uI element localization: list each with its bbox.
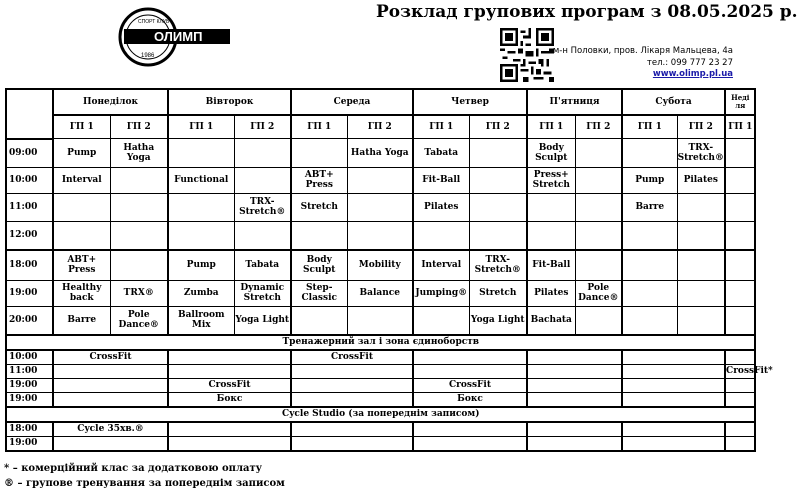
class-cell <box>53 193 110 221</box>
day-header: П'ятниця <box>527 89 622 115</box>
class-cell <box>575 139 622 168</box>
class-cell <box>677 221 725 250</box>
class-cell: Functional <box>168 167 234 193</box>
gym-row <box>6 350 755 365</box>
class-cell: Pump <box>53 139 110 168</box>
class-cell <box>527 422 622 437</box>
gp-header: ГП 2 <box>575 115 622 139</box>
footnote-registration: ® – групове тренування за попереднім записом <box>4 478 285 489</box>
class-cell <box>575 193 622 221</box>
class-cell <box>622 436 725 451</box>
class-cell <box>527 221 575 250</box>
class-cell <box>168 139 234 168</box>
section-cycle-title: Cycle Studio (за попереднім записом) <box>6 407 755 422</box>
class-cell <box>347 193 413 221</box>
class-cell <box>53 378 168 392</box>
class-cell <box>527 193 575 221</box>
time-cell: 11:00 <box>6 193 53 221</box>
class-cell <box>469 139 527 168</box>
class-cell <box>413 350 527 365</box>
class-cell <box>725 306 755 335</box>
class-cell: Barre <box>622 193 677 221</box>
class-cell: Fit-Ball <box>413 167 469 193</box>
schedule-row <box>6 306 755 335</box>
class-cell <box>110 167 168 193</box>
class-cell: CrossFit <box>168 378 291 392</box>
class-cell: Barre <box>53 306 110 335</box>
time-cell: 10:00 <box>6 167 53 193</box>
section-row <box>6 335 755 350</box>
class-cell <box>53 436 168 451</box>
time-cell: 19:00 <box>6 392 53 407</box>
class-cell <box>110 250 168 281</box>
time-cell: 09:00 <box>6 139 53 168</box>
class-cell <box>291 139 347 168</box>
class-cell: Pump <box>168 250 234 281</box>
class-cell <box>575 306 622 335</box>
class-cell <box>575 167 622 193</box>
logo-text: ОЛИМП <box>154 29 203 44</box>
class-cell <box>622 350 725 365</box>
class-cell: Stretch <box>469 280 527 306</box>
gp-header: ГП 2 <box>347 115 413 139</box>
time-cell: 18:00 <box>6 250 53 281</box>
class-cell <box>677 280 725 306</box>
class-cell: TRX® <box>110 280 168 306</box>
class-cell: TRX-Stretch® <box>234 193 291 221</box>
schedule-row <box>6 139 755 168</box>
class-cell: Interval <box>53 167 110 193</box>
time-cell: 20:00 <box>6 306 53 335</box>
schedule-table <box>5 88 773 452</box>
class-cell <box>527 350 622 365</box>
class-cell <box>168 193 234 221</box>
class-cell <box>622 392 725 407</box>
class-cell: Jumping® <box>413 280 469 306</box>
class-cell: Yoga Light <box>234 306 291 335</box>
time-cell: 12:00 <box>6 221 53 250</box>
class-cell: Body Sculpt <box>291 250 347 281</box>
class-cell: Stretch <box>291 193 347 221</box>
class-cell <box>469 167 527 193</box>
logo-year: 1986 <box>141 53 155 59</box>
class-cell: ABT+ Press <box>291 167 347 193</box>
cycle-body <box>6 422 755 451</box>
class-cell <box>725 378 755 392</box>
class-cell <box>622 306 677 335</box>
class-cell <box>291 378 413 392</box>
day-header: Четвер <box>413 89 527 115</box>
class-cell <box>677 193 725 221</box>
gp-header: ГП 2 <box>677 115 725 139</box>
class-cell <box>53 221 110 250</box>
class-cell <box>469 221 527 250</box>
class-cell: TRX-Stretch® <box>469 250 527 281</box>
class-cell <box>291 221 347 250</box>
class-cell <box>291 422 413 437</box>
class-cell <box>413 221 469 250</box>
class-cell <box>234 139 291 168</box>
class-cell <box>622 422 725 437</box>
gp-header: ГП 2 <box>234 115 291 139</box>
class-cell <box>469 193 527 221</box>
schedule-body <box>6 139 755 335</box>
class-cell <box>725 422 755 437</box>
class-cell: Interval <box>413 250 469 281</box>
footnote-commercial: * – комерційний клас за додатковою оплату <box>4 463 263 474</box>
class-cell <box>725 280 755 306</box>
class-cell <box>168 350 291 365</box>
class-cell <box>725 436 755 451</box>
schedule-row <box>6 250 755 281</box>
class-cell <box>347 167 413 193</box>
class-cell <box>725 392 755 407</box>
class-cell: Pole Dance® <box>575 280 622 306</box>
class-cell <box>234 167 291 193</box>
class-cell <box>527 436 622 451</box>
time-cell: 19:00 <box>6 280 53 306</box>
class-cell: Balance <box>347 280 413 306</box>
footnotes <box>4 461 285 491</box>
class-cell: ABT+ Press <box>53 250 110 281</box>
schedule-row <box>6 221 755 250</box>
class-cell: Dynamic Stretch <box>234 280 291 306</box>
corner-cell <box>6 89 53 139</box>
schedule-row <box>6 193 755 221</box>
address: м-н Половки, пров. Лікаря Мальцева, 4а <box>552 46 733 56</box>
gym-row <box>6 364 755 378</box>
day-header: Неді ля <box>725 89 755 115</box>
gym-body <box>6 350 773 407</box>
time-cell: 18:00 <box>6 422 53 437</box>
class-cell <box>168 422 291 437</box>
class-cell: CrossFit <box>413 378 527 392</box>
class-cell <box>575 250 622 281</box>
class-cell: TRX-Stretch® <box>677 139 725 168</box>
page-title: Розклад групових програм з 08.05.2025 р. <box>376 2 798 22</box>
class-cell: Ballroom Mix <box>168 306 234 335</box>
website-link[interactable]: www.olimp.pl.ua <box>652 69 733 79</box>
gp-header: ГП 1 <box>413 115 469 139</box>
class-cell <box>53 392 168 407</box>
class-cell <box>622 378 725 392</box>
class-cell <box>622 139 677 168</box>
logo-top-text: СПОРТ КЛУБ <box>138 19 170 25</box>
class-cell <box>725 139 755 168</box>
gp-header: ГП 1 <box>291 115 347 139</box>
gym-row <box>6 378 755 392</box>
class-cell <box>291 364 413 378</box>
class-cell <box>677 306 725 335</box>
class-cell <box>347 306 413 335</box>
class-cell: Zumba <box>168 280 234 306</box>
class-cell <box>725 250 755 281</box>
class-cell <box>413 364 527 378</box>
day-header: Понеділок <box>53 89 168 115</box>
class-cell <box>725 193 755 221</box>
class-cell <box>622 364 725 378</box>
class-cell: Pilates <box>677 167 725 193</box>
time-cell: 10:00 <box>6 350 53 365</box>
class-cell: Body Sculpt <box>527 139 575 168</box>
day-header: Субота <box>622 89 725 115</box>
gp-header-row <box>6 115 755 139</box>
class-cell: Pole Dance® <box>110 306 168 335</box>
day-header: Вівторок <box>168 89 291 115</box>
class-cell: Fit-Ball <box>527 250 575 281</box>
class-cell <box>291 436 413 451</box>
class-cell: Pilates <box>413 193 469 221</box>
class-cell: Press+ Stretch <box>527 167 575 193</box>
class-cell <box>677 250 725 281</box>
class-cell <box>725 350 755 365</box>
gp-header: ГП 2 <box>469 115 527 139</box>
class-cell: Healthy back <box>53 280 110 306</box>
class-cell <box>575 221 622 250</box>
schedule-row <box>6 280 755 306</box>
class-cell <box>622 280 677 306</box>
class-cell: CrossFit* <box>726 366 773 376</box>
class-cell <box>413 306 469 335</box>
class-cell: Tabata <box>413 139 469 168</box>
class-cell <box>53 364 168 378</box>
class-cell <box>291 306 347 335</box>
class-cell: Pilates <box>527 280 575 306</box>
gp-header: ГП 1 <box>527 115 575 139</box>
section-gym-title: Тренажерний зал і зона єдиноборств <box>6 335 755 350</box>
class-cell: Tabata <box>234 250 291 281</box>
gp-header: ГП 2 <box>110 115 168 139</box>
class-cell <box>234 221 291 250</box>
class-cell <box>725 221 755 250</box>
class-cell <box>527 364 622 378</box>
cycle-row <box>6 422 755 437</box>
class-cell: CrossFit <box>291 350 413 365</box>
class-cell <box>725 167 755 193</box>
class-cell <box>168 221 234 250</box>
time-cell: 11:00 <box>6 364 53 378</box>
class-cell: Cycle 35хв.® <box>53 422 168 437</box>
class-cell: Hatha Yoga <box>110 139 168 168</box>
class-cell <box>527 392 622 407</box>
day-header: Середа <box>291 89 413 115</box>
class-cell: Mobility <box>347 250 413 281</box>
class-cell <box>347 221 413 250</box>
class-cell: Pump <box>622 167 677 193</box>
cycle-row <box>6 436 755 451</box>
class-cell: Bachata <box>527 306 575 335</box>
gp-header: ГП 1 <box>53 115 110 139</box>
gp-header: ГП 1 <box>622 115 677 139</box>
phone: тел.: 099 777 23 27 <box>646 58 733 68</box>
time-cell: 19:00 <box>6 378 53 392</box>
class-cell: Бокс <box>413 392 527 407</box>
day-header-row <box>6 89 755 115</box>
time-cell: 19:00 <box>6 436 53 451</box>
class-cell <box>168 364 291 378</box>
class-cell <box>168 436 291 451</box>
olimp-logo <box>108 6 232 68</box>
class-cell <box>110 193 168 221</box>
class-cell <box>291 392 413 407</box>
qr-code <box>500 28 554 82</box>
gym-row <box>6 392 755 407</box>
class-cell <box>413 422 527 437</box>
class-cell <box>413 436 527 451</box>
class-cell: Бокс <box>168 392 291 407</box>
class-cell <box>622 250 677 281</box>
class-cell: Hatha Yoga <box>347 139 413 168</box>
gp-header: ГП 1 <box>168 115 234 139</box>
schedule-row <box>6 167 755 193</box>
class-cell <box>110 221 168 250</box>
gp-header: ГП 1 <box>725 115 755 139</box>
class-cell: Yoga Light <box>469 306 527 335</box>
class-cell: CrossFit <box>53 350 168 365</box>
class-cell <box>527 378 622 392</box>
class-cell <box>622 221 677 250</box>
section-row <box>6 407 755 422</box>
class-cell: Step-Classic <box>291 280 347 306</box>
